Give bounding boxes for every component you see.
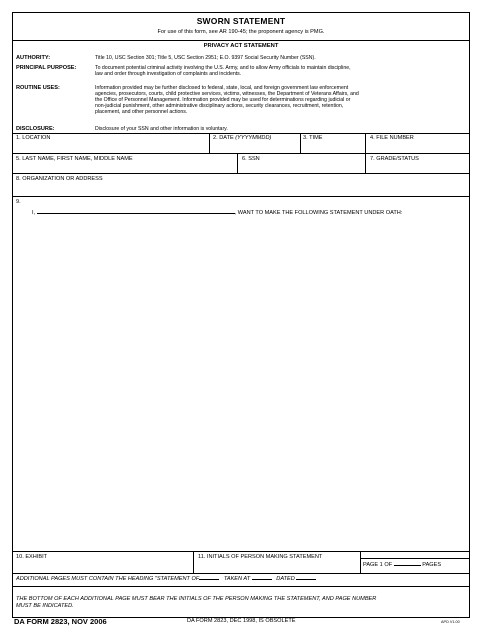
divider (360, 558, 469, 559)
dated-blank[interactable] (296, 579, 316, 580)
divider (365, 153, 366, 173)
additional-pages-note (16, 576, 316, 582)
bottom-note-line-1: THE BOTTOM OF EACH ADDITIONAL PAGE MUST BEAR THE INITIALS OF THE PERSON MAKING THE STATEMENT, AND PAGE NUMBER (16, 596, 377, 602)
grade-status-field[interactable]: 7. GRADE/STATUS (370, 156, 419, 162)
routine-line-5: placement, and other personnel actions. (95, 109, 188, 115)
form-subtitle: For use of this form, see AR 190-45; the proponent agency is PMG. (157, 29, 325, 35)
exhibit-field[interactable]: 10. EXHIBIT (16, 554, 48, 560)
divider (13, 196, 469, 197)
statement-body-area[interactable] (16, 223, 466, 548)
divider (13, 40, 469, 41)
divider (360, 551, 361, 573)
taken-at-blank[interactable] (252, 579, 272, 580)
form-number: DA FORM 2823, NOV 2006 (14, 617, 107, 626)
pages-label: PAGES (422, 562, 442, 568)
disclosure-text: Disclosure of your SSN and other information is voluntary. (95, 126, 228, 132)
privacy-act-title: PRIVACY ACT STATEMENT (203, 43, 279, 49)
divider (209, 133, 210, 153)
divider (193, 551, 194, 573)
bottom-note-line-2: MUST BE INDICATED. (16, 603, 74, 609)
supersession-notice: DA FORM 2823, DEC 1998, IS OBSOLETE (187, 618, 296, 624)
routine-line-1: Information provided may be further disclosed to federal, state, local, and foreign government law enforcement (95, 85, 349, 91)
authority-label: AUTHORITY: (16, 55, 51, 61)
routine-line-4: non-judicial punishment, other administrative disciplinary actions, security clearances, recruitment, retention, (95, 103, 344, 109)
routine-uses-label: ROUTINE USES: (16, 85, 60, 91)
oath-suffix: , WANT TO MAKE THE FOLLOWING STATEMENT UNDER OATH: (234, 210, 403, 216)
divider (13, 551, 469, 552)
page-of-label: PAGE 1 OF (363, 562, 393, 568)
name-field[interactable]: 5. LAST NAME, FIRST NAME, MIDDLE NAME (16, 156, 133, 162)
date-format-hint: (YYYYMMDD) (235, 135, 272, 141)
routine-line-3: the Office of Personnel Management. Information provided may be used for determinations regarding judicial or (95, 97, 351, 103)
additional-pages-text-b: TAKEN AT (223, 576, 251, 582)
initials-field[interactable]: 11. INITIALS OF PERSON MAKING STATEMENT (198, 554, 323, 560)
authority-text: Title 10, USC Section 301; Title 5, USC Section 2951; E.O. 9397 Social Security Number (SSN). (95, 55, 316, 61)
sworn-statement-form (12, 12, 470, 618)
routine-line-2: agencies, prosecutors, courts, child protective services, victims, witnesses, the Department of Veterans Affairs, and (95, 91, 359, 97)
form-title: SWORN STATEMENT (196, 16, 286, 26)
purpose-line-2: law and order through investigation of complaints and incidents. (95, 71, 242, 77)
divider (300, 133, 301, 153)
purpose-line-1: To document potential criminal activity involving the U.S. Army, and to allow Army officials to maintain discipline, (95, 65, 351, 71)
date-field[interactable] (213, 135, 271, 141)
divider (13, 586, 469, 587)
additional-pages-text-a: ADDITIONAL PAGES MUST CONTAIN THE HEADING "STATEMENT OF (16, 576, 200, 582)
divider (13, 573, 469, 574)
divider (237, 153, 238, 173)
ssn-field[interactable]: 6. SSN (242, 156, 260, 162)
statement-number: 9. (16, 199, 21, 205)
oath-line (32, 210, 402, 216)
divider (13, 153, 469, 154)
version-label: APD V1.00 (441, 620, 460, 624)
additional-pages-text-c: DATED (276, 576, 295, 582)
divider (365, 133, 366, 153)
statement-of-blank[interactable] (199, 579, 219, 580)
file-number-field[interactable]: 4. FILE NUMBER (370, 135, 414, 141)
total-pages-input[interactable] (394, 565, 421, 566)
time-field[interactable]: 3. TIME (303, 135, 323, 141)
statement-name-input[interactable] (37, 213, 235, 214)
page-count (363, 562, 441, 568)
date-label: 2. DATE (213, 135, 234, 141)
disclosure-label: DISCLOSURE: (16, 126, 55, 132)
divider (13, 133, 469, 134)
oath-prefix: I, (32, 210, 36, 216)
organization-field[interactable]: 8. ORGANIZATION OR ADDRESS (16, 176, 103, 182)
divider (13, 173, 469, 174)
location-field[interactable]: 1. LOCATION (16, 135, 51, 141)
principal-purpose-label: PRINCIPAL PURPOSE: (16, 65, 77, 71)
